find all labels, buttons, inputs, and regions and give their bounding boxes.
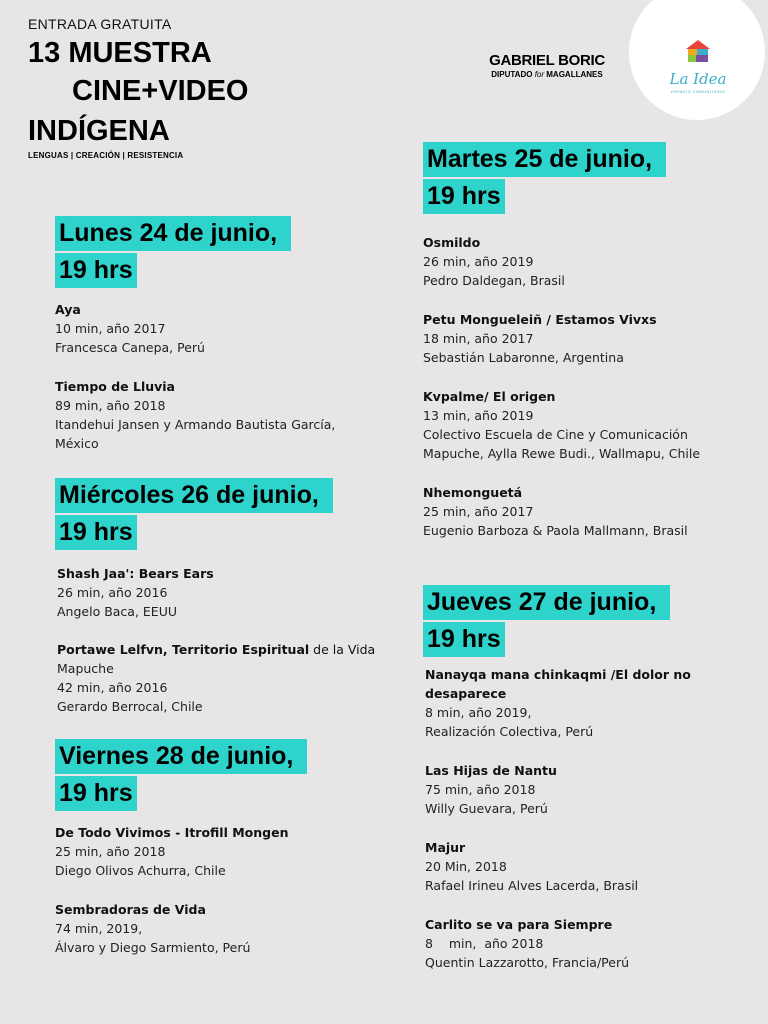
- tagline: LENGUAS | CREACIÓN | RESISTENCIA: [28, 151, 184, 160]
- film-credits: Álvaro y Diego Sarmiento, Perú: [55, 940, 251, 955]
- film-entry: [425, 838, 638, 895]
- logo-inner: [663, 39, 733, 94]
- film-credits-continued: México: [55, 436, 99, 451]
- entrada-label: ENTRADA GRATUITA: [28, 16, 172, 32]
- film-entry: [55, 300, 205, 357]
- sponsor-sub-post: MAGALLANES: [546, 70, 603, 79]
- day-time: 19 hrs: [55, 253, 137, 288]
- film-duration: 18 min, año 2017: [423, 331, 534, 346]
- film-credits: Gerardo Berrocal, Chile: [57, 699, 203, 714]
- film-entry: [55, 900, 250, 957]
- film-credits: Francesca Canepa, Perú: [55, 340, 205, 355]
- day-time: 19 hrs: [423, 622, 505, 657]
- day-date: Lunes 24 de junio,: [55, 216, 291, 251]
- logo-name: La Idea: [669, 70, 727, 88]
- film-title: Majur: [425, 840, 466, 855]
- film-title: Carlito se va para Siempre: [425, 917, 613, 932]
- day-heading-viernes: [55, 739, 307, 811]
- house-icon: [683, 39, 713, 63]
- day-date: Miércoles 26 de junio,: [55, 478, 333, 513]
- film-duration: 8 min, año 2018: [425, 936, 544, 951]
- day-time: 19 hrs: [55, 776, 137, 811]
- film-title: Sembradoras de Vida: [55, 902, 206, 917]
- film-duration: 26 min, año 2016: [57, 585, 168, 600]
- film-title: Shash Jaa': Bears Ears: [57, 566, 214, 581]
- film-entry: [57, 640, 375, 716]
- day-date: Martes 25 de junio,: [423, 142, 666, 177]
- film-credits: Willy Guevara, Perú: [425, 801, 548, 816]
- la-idea-logo: [629, 0, 765, 120]
- film-credits: Angelo Baca, EEUU: [57, 604, 178, 619]
- title-line-2: CINE+VIDEO: [72, 75, 249, 107]
- film-title-rest: de la Vida: [309, 642, 376, 657]
- day-heading-jueves: [423, 585, 670, 657]
- sponsor-name: GABRIEL BORIC: [489, 52, 605, 69]
- sponsor-sub-pre: DIPUTADO: [491, 70, 533, 79]
- sponsor: [472, 52, 622, 79]
- film-entry: [55, 377, 335, 453]
- day-time: 19 hrs: [423, 179, 505, 214]
- film-credits: Colectivo Escuela de Cine y Comunicación: [423, 427, 688, 442]
- film-title: Nhemonguetá: [423, 485, 523, 500]
- film-entry: [423, 387, 700, 463]
- film-title: Kvpalme/ El origen: [423, 389, 556, 404]
- film-credits-continued: Mapuche, Aylla Rewe Budi., Wallmapu, Chile: [423, 446, 701, 461]
- film-duration: 25 min, año 2017: [423, 504, 534, 519]
- film-duration: 75 min, año 2018: [425, 782, 536, 797]
- film-title-continued: desaparece: [425, 686, 507, 701]
- film-duration: 8 min, año 2019,: [425, 705, 532, 720]
- film-credits: Diego Olivos Achurra, Chile: [55, 863, 226, 878]
- film-entry: [57, 564, 214, 621]
- film-entry: [425, 761, 557, 818]
- film-duration: 26 min, año 2019: [423, 254, 534, 269]
- film-title: Petu Mongueleiñ / Estamos Vivxs: [423, 312, 657, 327]
- day-date: Jueves 27 de junio,: [423, 585, 670, 620]
- film-entry: [425, 665, 691, 741]
- title-line-3: INDÍGENA: [28, 115, 170, 147]
- film-credits: Rafael Irineu Alves Lacerda, Brasil: [425, 878, 639, 893]
- film-duration: 20 Min, 2018: [425, 859, 507, 874]
- day-heading-martes: [423, 142, 666, 214]
- film-title: Nanayqa mana chinkaqmi /El dolor no: [425, 667, 691, 682]
- film-credits: Itandehui Jansen y Armando Bautista García,: [55, 417, 336, 432]
- film-title: Tiempo de Lluvia: [55, 379, 175, 394]
- film-duration: 10 min, año 2017: [55, 321, 166, 336]
- title-line-1: 13 MUESTRA: [28, 37, 212, 69]
- film-title: Las Hijas de Nantu: [425, 763, 557, 778]
- day-heading-lunes: [55, 216, 291, 288]
- film-title: De Todo Vivimos - Itrofill Mongen: [55, 825, 289, 840]
- film-entry: [425, 915, 629, 972]
- film-entry: [423, 310, 657, 367]
- film-duration: 42 min, año 2016: [57, 680, 168, 695]
- film-title: Portawe Lelfvn, Territorio Espiritual: [57, 642, 310, 657]
- film-duration: 74 min, 2019,: [55, 921, 143, 936]
- film-credits: Sebastián Labaronne, Argentina: [423, 350, 624, 365]
- sponsor-subtitle: [472, 70, 622, 79]
- film-duration: 89 min, año 2018: [55, 398, 166, 413]
- film-duration: 13 min, año 2019: [423, 408, 534, 423]
- logo-subtitle: ESPACIO COMUNITARIO: [670, 89, 726, 94]
- film-duration: 25 min, año 2018: [55, 844, 166, 859]
- sponsor-sub-for: for: [534, 70, 545, 79]
- day-date: Viernes 28 de junio,: [55, 739, 307, 774]
- film-entry: [423, 233, 565, 290]
- film-title: Aya: [55, 302, 81, 317]
- film-credits: Realización Colectiva, Perú: [425, 724, 594, 739]
- film-title-continued: Mapuche: [57, 661, 114, 676]
- film-entry: [423, 483, 688, 540]
- film-credits: Quentin Lazzarotto, Francia/Perú: [425, 955, 630, 970]
- day-heading-miercoles: [55, 478, 333, 550]
- film-credits: Pedro Daldegan, Brasil: [423, 273, 565, 288]
- film-entry: [55, 823, 288, 880]
- film-credits: Eugenio Barboza & Paola Mallmann, Brasil: [423, 523, 688, 538]
- film-title: Osmildo: [423, 235, 481, 250]
- day-time: 19 hrs: [55, 515, 137, 550]
- film-title-line: [57, 640, 375, 659]
